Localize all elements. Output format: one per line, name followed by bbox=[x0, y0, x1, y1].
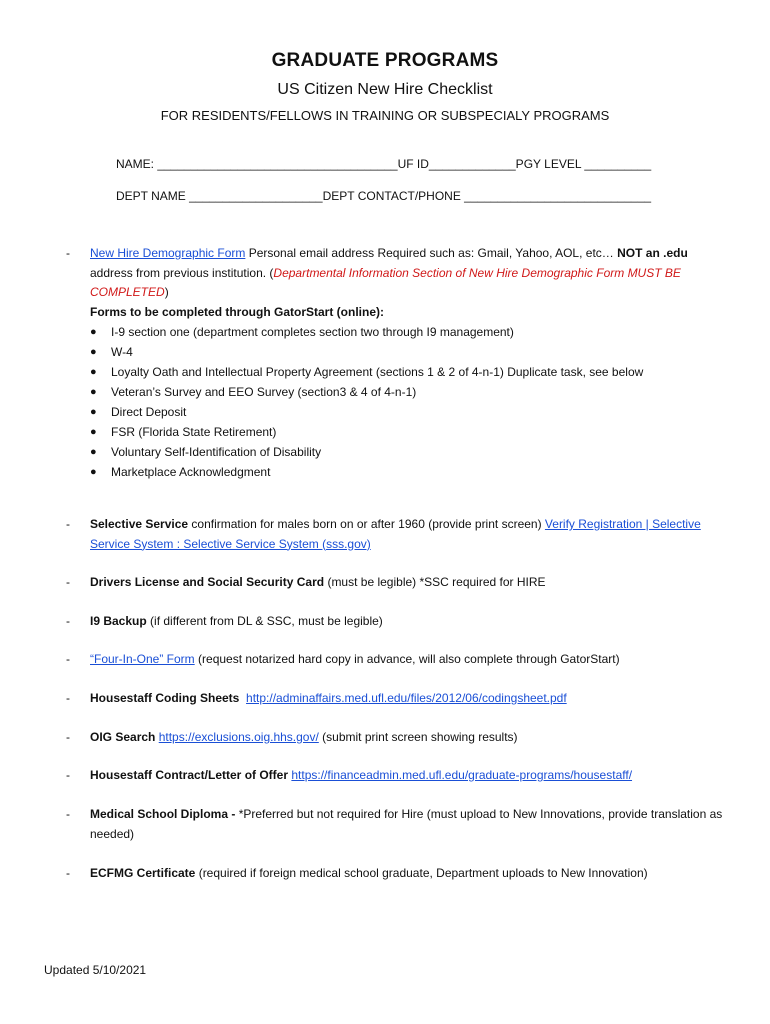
list-item bbox=[90, 422, 726, 442]
dash-bullet: - bbox=[66, 517, 70, 531]
housestaff-contract-link[interactable]: https://financeadmin.med.ufl.edu/graduate-programs/housestaff/ bbox=[291, 768, 633, 782]
page-subtitle: US Citizen New Hire Checklist bbox=[277, 81, 493, 98]
item-title: Medical School Diploma - bbox=[90, 807, 236, 821]
form-label: I-9 section one (department completes section two through I9 management) bbox=[111, 325, 514, 339]
demographic-text-3: ) bbox=[164, 285, 169, 299]
bullet-icon: ● bbox=[90, 326, 97, 338]
oig-exclusions-link[interactable]: https://exclusions.oig.hhs.gov/ bbox=[158, 730, 319, 744]
departmental-section-note: Departmental Information Section of New Hire Demographic Form MUST BE COMPLETED bbox=[90, 265, 681, 299]
forms-heading: Forms to be completed through GatorStart (online): bbox=[90, 304, 384, 319]
dept-contact-fields[interactable]: DEPT NAME ____________________DEPT CONTACT/PHONE ____________________________ bbox=[116, 189, 652, 203]
item-text: (must be legible) *SSC required for HIRE bbox=[324, 575, 546, 589]
bullet-icon: ● bbox=[90, 366, 97, 378]
list-item bbox=[90, 322, 726, 342]
list-item bbox=[90, 402, 726, 422]
checklist-item-demographic bbox=[66, 244, 726, 482]
checklist-item-drivers-license bbox=[66, 573, 726, 593]
bullet-icon: ● bbox=[90, 406, 97, 418]
list-item bbox=[90, 442, 726, 462]
form-label: W-4 bbox=[111, 345, 133, 359]
page-title: GRADUATE PROGRAMS bbox=[271, 50, 499, 71]
item-text: (request notarized hard copy in advance, will also complete through GatorStart) bbox=[194, 652, 620, 666]
item-title: Selective Service bbox=[90, 517, 189, 531]
dash-bullet: - bbox=[66, 768, 70, 782]
not-edu-warning: NOT an .edu bbox=[617, 246, 688, 260]
form-label: Veteran’s Survey and EEO Survey (section3 & 4 of 4-n-1) bbox=[111, 385, 417, 399]
program-heading: FOR RESIDENTS/FELLOWS IN TRAINING OR SUBSPECIALY PROGRAMS bbox=[160, 108, 610, 123]
item-text: (required if foreign medical school graduate, Department uploads to New Innovation) bbox=[195, 866, 648, 880]
four-in-one-form-link[interactable]: “Four-In-One” Form bbox=[90, 652, 195, 666]
checklist-item-selective-service bbox=[66, 515, 726, 554]
verify-registration-link[interactable]: Verify Registration | Selective Service System : Selective Service System (sss.gov) bbox=[90, 517, 701, 551]
item-title: I9 Backup bbox=[90, 614, 147, 628]
item-title: Housestaff Coding Sheets bbox=[90, 691, 240, 705]
dash-bullet: - bbox=[66, 807, 70, 821]
list-item bbox=[90, 342, 726, 362]
checklist-item-oig-search bbox=[66, 728, 726, 748]
item-text: (if different from DL & SSC, must be legible) bbox=[146, 614, 383, 628]
bullet-icon: ● bbox=[90, 426, 97, 438]
demographic-form-link[interactable]: New Hire Demographic Form bbox=[90, 246, 246, 260]
dash-bullet: - bbox=[66, 691, 70, 705]
item-title: Housestaff Contract/Letter of Offer bbox=[90, 768, 289, 782]
dash-bullet: - bbox=[66, 652, 70, 666]
checklist-item-i9-backup bbox=[66, 612, 726, 632]
checklist-item-contract bbox=[66, 766, 726, 786]
form-label: FSR (Florida State Retirement) bbox=[111, 425, 277, 439]
form-label: Direct Deposit bbox=[111, 405, 187, 419]
checklist-item-ecfmg bbox=[66, 864, 726, 884]
item-title: ECFMG Certificate bbox=[90, 866, 196, 880]
item-text: (submit print screen showing results) bbox=[318, 730, 518, 744]
dash-bullet: - bbox=[66, 730, 70, 744]
dash-bullet: - bbox=[66, 575, 70, 589]
updated-date: Updated 5/10/2021 bbox=[44, 963, 147, 977]
dash-bullet: - bbox=[66, 614, 70, 628]
checklist-item-diploma bbox=[66, 805, 726, 844]
list-item bbox=[90, 382, 726, 402]
form-label: Voluntary Self-Identification of Disability bbox=[111, 445, 322, 459]
checklist-item-coding-sheets bbox=[66, 689, 726, 709]
form-label: Loyalty Oath and Intellectual Property Agreement (sections 1 & 2 of 4-n-1) Duplicate task, see below bbox=[111, 365, 644, 379]
name-ufid-pgy-fields[interactable]: NAME: ____________________________________UF ID_____________PGY LEVEL __________ bbox=[116, 157, 652, 171]
bullet-icon: ● bbox=[90, 446, 97, 458]
item-title: OIG Search bbox=[90, 730, 156, 744]
list-item bbox=[90, 362, 726, 382]
gatorstart-forms-list bbox=[66, 322, 726, 482]
item-text: *Preferred but not required for Hire (must upload to New Innovations, provide translation as needed) bbox=[90, 807, 723, 841]
dash-bullet: - bbox=[66, 866, 70, 880]
bullet-icon: ● bbox=[90, 386, 97, 398]
coding-sheet-link[interactable]: http://adminaffairs.med.ufl.edu/files/2012/06/codingsheet.pdf bbox=[246, 691, 567, 705]
form-label: Marketplace Acknowledgment bbox=[111, 465, 271, 479]
item-title: Drivers License and Social Security Card bbox=[90, 575, 325, 589]
checklist-item-four-in-one bbox=[66, 650, 726, 670]
demographic-text-2: address from previous institution. ( bbox=[90, 265, 274, 280]
bullet-icon: ● bbox=[90, 346, 97, 358]
list-item bbox=[90, 462, 726, 482]
item-text: confirmation for males born on or after 1960 (provide print screen) bbox=[188, 517, 545, 531]
dash-bullet: - bbox=[66, 246, 70, 260]
demographic-text: Personal email address Required such as: Gmail, Yahoo, AOL, etc… bbox=[245, 246, 618, 260]
bullet-icon: ● bbox=[90, 466, 97, 478]
